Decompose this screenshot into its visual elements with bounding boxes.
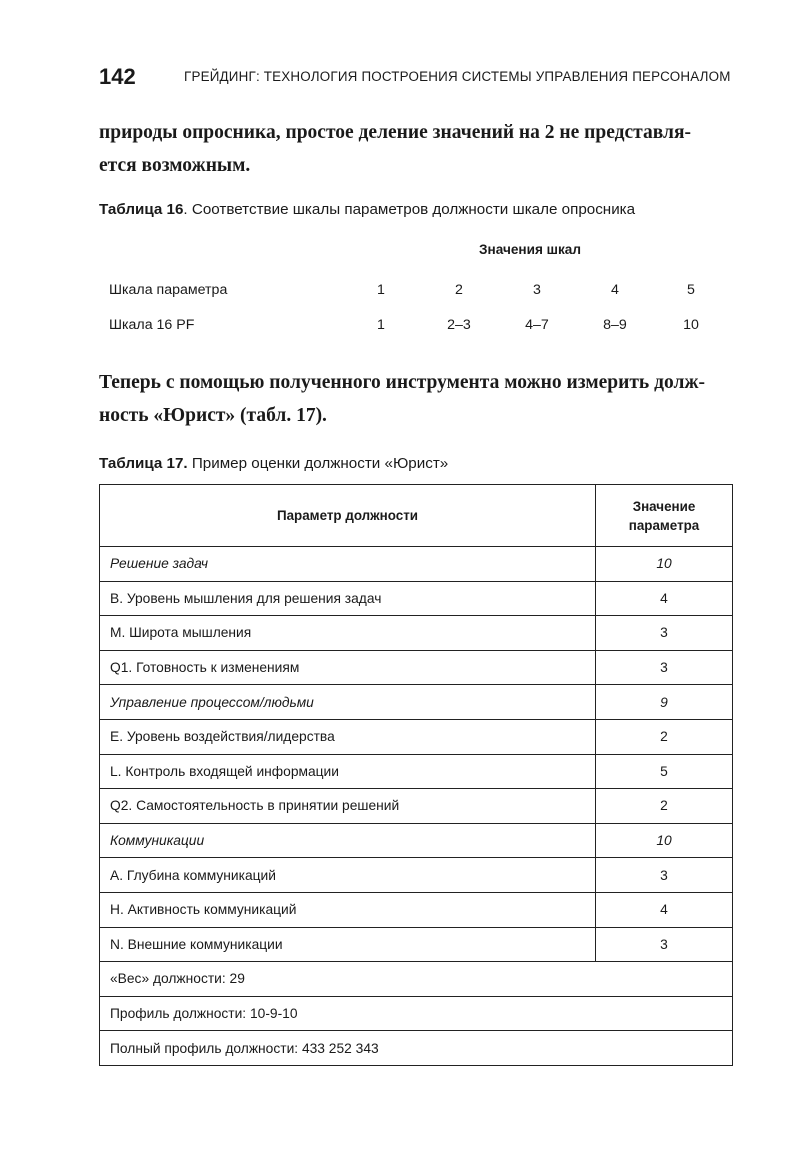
parameter-cell: Решение задач: [100, 547, 596, 582]
value-cell: 5: [596, 754, 733, 789]
value-cell: 9: [596, 685, 733, 720]
paragraph-line: Теперь с помощью полученного инструмента можно измерить долж-: [99, 372, 706, 393]
table-16-cell: 4: [611, 282, 619, 298]
body-paragraph-2: [99, 366, 739, 432]
table-16-cell: 10: [683, 317, 699, 333]
summary-row: [100, 962, 733, 997]
table-17-caption-label: Таблица 17.: [99, 455, 188, 472]
table-16-cell: 4–7: [525, 317, 549, 333]
position-weight: «Вес» должности: 29: [100, 962, 733, 997]
column-header-value: Значение параметра: [596, 485, 733, 547]
table-16-cell: 2: [455, 282, 463, 298]
value-cell: 2: [596, 719, 733, 754]
value-cell: 4: [596, 892, 733, 927]
value-cell: 3: [596, 650, 733, 685]
table-row: [100, 581, 733, 616]
parameter-cell: M. Широта мышления: [100, 616, 596, 651]
parameter-cell: E. Уровень воздействия/лидерства: [100, 719, 596, 754]
table-row: [100, 616, 733, 651]
scales-header: Значения шкал: [479, 242, 582, 257]
parameter-cell: B. Уровень мышления для решения задач: [100, 581, 596, 616]
running-head: ГРЕЙДИНГ: ТЕХНОЛОГИЯ ПОСТРОЕНИЯ СИСТЕМЫ УПРАВЛЕНИЯ ПЕРСОНАЛОМ: [184, 69, 731, 84]
value-cell: 2: [596, 789, 733, 824]
value-cell: 3: [596, 927, 733, 962]
summary-row: [100, 1031, 733, 1066]
parameter-cell: N. Внешние коммуникации: [100, 927, 596, 962]
table-row: [100, 892, 733, 927]
full-position-profile: Полный профиль должности: 433 252 343: [100, 1031, 733, 1066]
parameter-cell: Q2. Самостоятельность в принятии решений: [100, 789, 596, 824]
table-row-group: [100, 547, 733, 582]
table-header-row: [100, 485, 733, 547]
table-16-cell: 2–3: [447, 317, 471, 333]
table-16-row-label: Шкала параметра: [109, 282, 228, 298]
table-16-cell: 1: [377, 282, 385, 298]
table-16: [99, 236, 739, 346]
table-row: [100, 927, 733, 962]
table-17-caption-text: Пример оценки должности «Юрист»: [187, 455, 449, 472]
parameter-cell: Q1. Готовность к изменениям: [100, 650, 596, 685]
paragraph-line: ется возможным.: [99, 155, 251, 176]
value-cell: 10: [596, 547, 733, 582]
table-16-caption-text: . Соответствие шкалы параметров должности шкале опросника: [183, 201, 636, 218]
table-row-group: [100, 823, 733, 858]
table-16-caption: [99, 201, 635, 218]
parameter-cell: L. Контроль входящей информации: [100, 754, 596, 789]
table-row: [100, 858, 733, 893]
parameter-cell: A. Глубина коммуникаций: [100, 858, 596, 893]
body-paragraph-1: [99, 116, 739, 182]
value-cell: 3: [596, 616, 733, 651]
table-row: [100, 650, 733, 685]
table-row: [100, 719, 733, 754]
parameter-cell: Коммуникации: [100, 823, 596, 858]
parameter-cell: H. Активность коммуникаций: [100, 892, 596, 927]
parameter-cell: Управление процессом/людьми: [100, 685, 596, 720]
page-header: [99, 64, 733, 92]
table-16-cell: 5: [687, 282, 695, 298]
table-row: [100, 754, 733, 789]
value-cell: 4: [596, 581, 733, 616]
value-cell: 10: [596, 823, 733, 858]
paragraph-line: природы опросника, простое деление значений на 2 не представля-: [99, 122, 692, 143]
table-17-caption: [99, 455, 448, 472]
position-profile: Профиль должности: 10-9-10: [100, 996, 733, 1031]
table-16-cell: 1: [377, 317, 385, 333]
table-16-row-label: Шкала 16 PF: [109, 317, 195, 333]
table-16-cell: 8–9: [603, 317, 627, 333]
summary-row: [100, 996, 733, 1031]
table-16-caption-label: Таблица 16: [99, 201, 184, 218]
column-header-parameter: Параметр должности: [100, 485, 596, 547]
value-cell: 3: [596, 858, 733, 893]
table-17: [99, 484, 733, 1066]
table-row: [100, 789, 733, 824]
page-number: 142: [99, 64, 136, 89]
table-row-group: [100, 685, 733, 720]
table-16-cell: 3: [533, 282, 541, 298]
paragraph-line: ность «Юрист» (табл. 17).: [99, 405, 327, 426]
